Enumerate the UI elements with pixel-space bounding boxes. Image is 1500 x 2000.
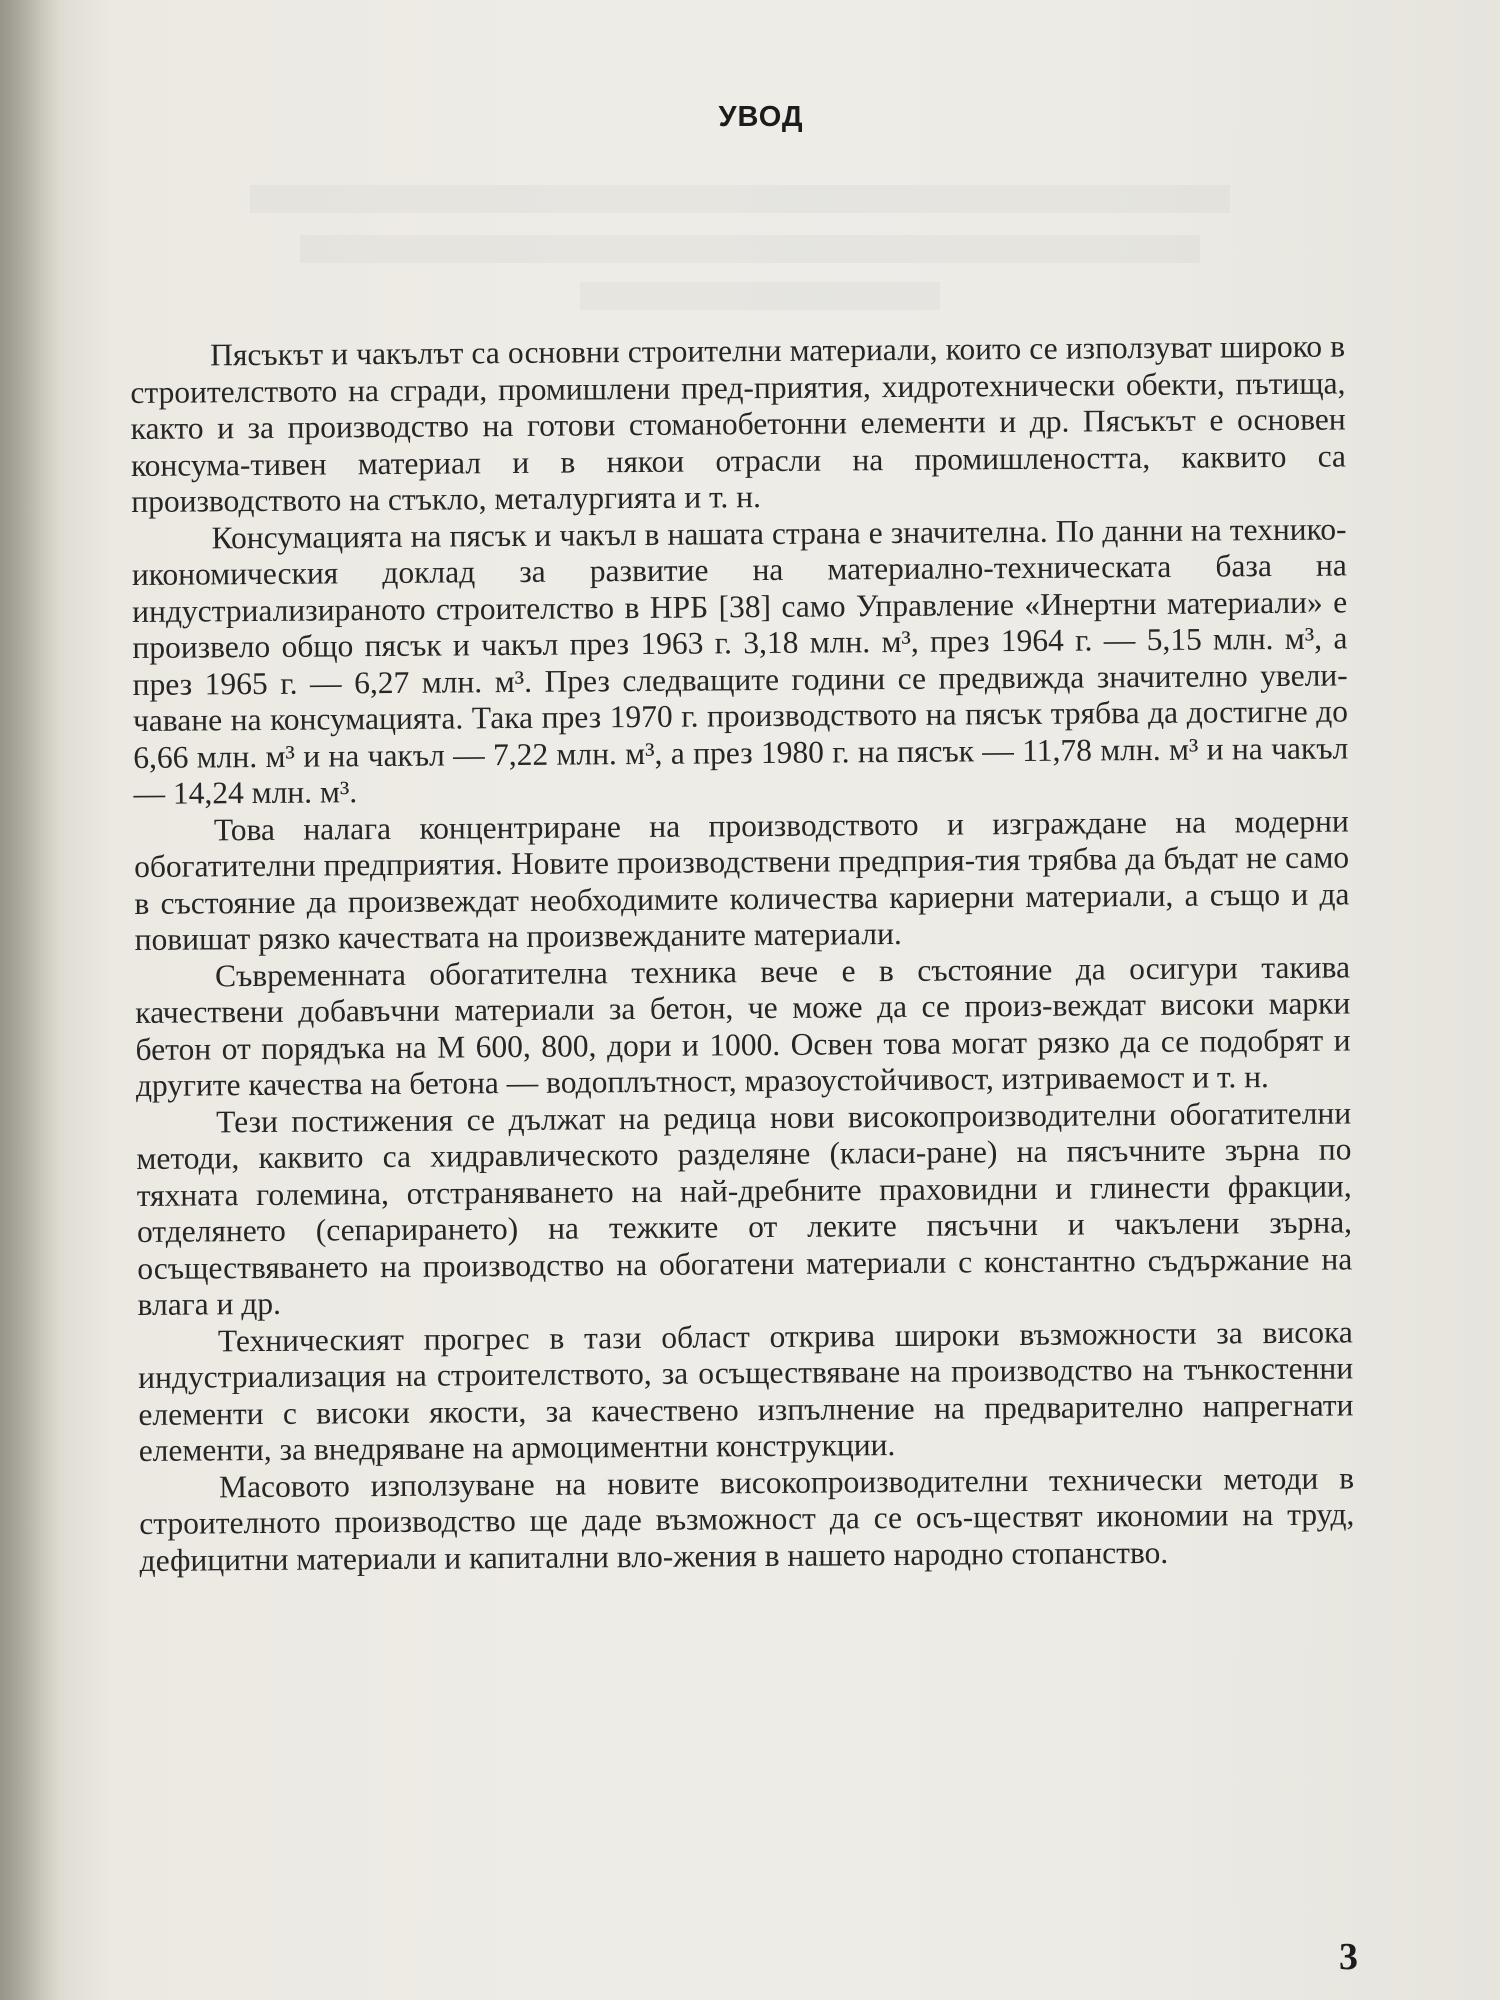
paragraph: Консумацията на пясък и чакъл в нашата страна е значителна. По данни на технико-икономическия доклад за развитие на материално-техническата база на индустриализираното строителство в НРБ [38] само Управление «Инертни материали» е произвело общо пясък и чакъл през 1963 г. 3,18 млн. м³, през 1964 г. — 5,15 млн. м³, а през 1965 г. — 6,27 млн. м³. През следващите години се предвижда значително увели-чаване на консумацията. Така през 1970 г. производството на пясък трябва да достигне до 6,66 млн. м³ и на чакъл — 7,22 млн. м³, а през 1980 г. на пясък — 11,78 млн. м³ и на чакъл — 14,24 млн. м³. [131, 510, 1349, 811]
paragraph: Тези постижения се дължат на редица нови високопроизводителни обогатителни методи, каквито са хидравлическото разделяне (класи-ране) на пясъчните зърна по тяхната големина, отстраняването на най-дребните праховидни и глинести фракции, отделянето (сепарирането) на тежките от леките пясъчни и чакълени зърна, осъществяването на производство на обогатени материали с константно съдържание на влага и др. [136, 1094, 1353, 1322]
page-title: УВОД [718, 101, 804, 134]
paragraph: Пясъкът и чакълът са основни строителни материали, които се използуват широко в строителството на сгради, промишлени пред-приятия, хидротехнически обекти, пътища, както и за производство на готови стоманобетонни елементи и др. Пясъкът е основен консума-тивен материал и в някои отрасли на промишлеността, каквито са производството на стъкло, металургията и т. н. [130, 328, 1347, 519]
show-through-line [300, 235, 1200, 263]
paragraph: Това налага концентриране на производството и изграждане на модерни обогатителни предприятия. Новите производствени предприя-тия трябва да бъдат не само в състояние да произвеждат необходимите количества кариерни материали, а също и да повишат рязко качествата на произвежданите материали. [134, 802, 1350, 957]
page-gutter-shadow [0, 0, 60, 2000]
show-through-line [580, 282, 940, 310]
show-through-line [250, 185, 1230, 213]
paragraph: Масовото използуване на новите високопроизводителни технически методи в строителното производство ще даде възможност да се осъ-ществят икономии на труд, дефицитни материали и капитални вло-жения в нашето народно стопанство. [139, 1459, 1355, 1578]
paragraph: Техническият прогрес в тази област открива широки възможности за висока индустриализация на строителството, за осъществяване на производство на тънкостенни елементи с високи якости, за качествено изпълнение на предварително напрегнати елементи, за внедряване на армоциментни конструкции. [138, 1313, 1354, 1468]
page-number: 3 [1339, 1936, 1358, 1978]
paragraph: Съвременната обогатителна техника вече е в състояние да осигури такива качествени добавъчни материали за бетон, че може да се произ-веждат високи марки бетон от порядъка на М 600, 800, дори и 1000. Освен това могат рязко да се подобрят и другите качества на бетона — водоплътност, мразоустойчивост, изтриваемост и т. н. [135, 948, 1351, 1103]
body-text [130, 328, 1355, 1579]
